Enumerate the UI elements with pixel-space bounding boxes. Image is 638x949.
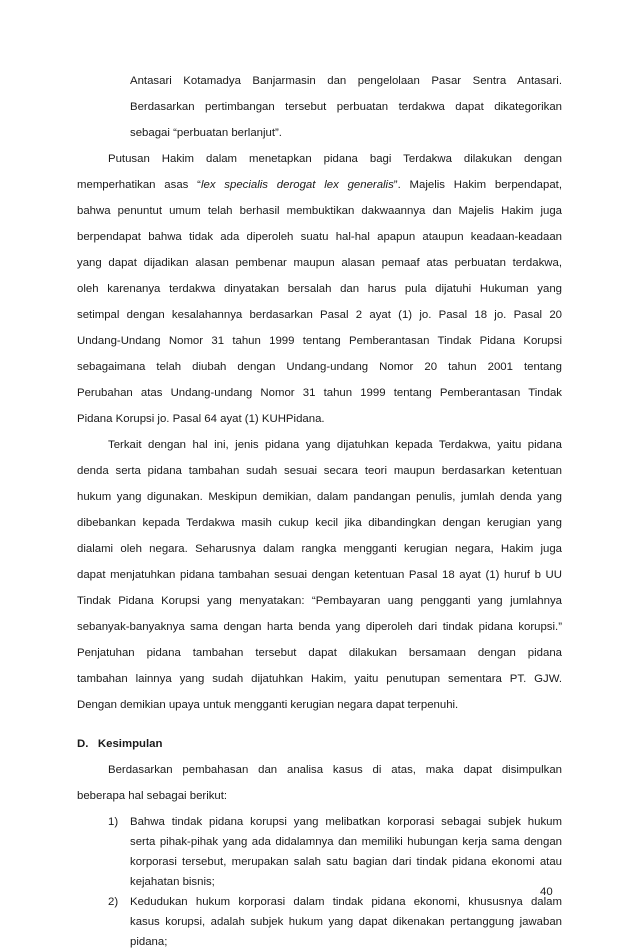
para2-line-7: Tindak Pidana Korupsi yang menyatakan: “Pembayaran uang pengganti yang jumlahnya [77, 595, 562, 607]
para2-line-8: sebanyak-banyaknya sama dengan harta benda yang diperoleh dari tindak pidana korupsi.” [77, 621, 562, 633]
legal-maxim: lex specialis derogat lex generalis [200, 179, 394, 191]
page-number: 40 [540, 886, 553, 898]
list-item-1-line-1: Bahwa tindak pidana korupsi yang melibatkan korporasi sebagai subjek hukum [130, 816, 562, 828]
para1-line-10: Perubahan atas Undang-undang Nomor 31 tahun 1999 tentang Pemberantasan Tindak [77, 387, 562, 399]
continuation-line-2: Berdasarkan pertimbangan tersebut perbuatan terdakwa dapat dikategorikan [130, 101, 562, 113]
para2-line-5: dialami oleh negara. Seharusnya dalam rangka mengganti kerugian negara, Hakim juga [77, 543, 562, 555]
list-item-2-number: 2) [108, 896, 119, 908]
para1-line-8: Undang-Undang Nomor 31 tahun 1999 tentang Pemberantasan Tindak Pidana Korupsi [77, 335, 562, 347]
para1-line-1: Putusan Hakim dalam menetapkan pidana bagi Terdakwa dilakukan dengan [108, 153, 562, 165]
para1-line-4: berpendapat bahwa tidak ada diperoleh suatu hal-hal apapun ataupun keadaan-keadaan [77, 231, 562, 243]
para3-line-2: beberapa hal sebagai berikut: [77, 790, 228, 802]
list-item-1-number: 1) [108, 816, 119, 828]
continuation-line-3: sebagai “perbuatan berlanjut”. [130, 127, 282, 139]
para2-line-1: Terkait dengan hal ini, jenis pidana yang dijatuhkan kepada Terdakwa, yaitu pidana [108, 439, 562, 451]
list-item-1-line-4: kejahatan bisnis; [130, 876, 215, 888]
list-item-2-line-1: Kedudukan hukum korporasi dalam tindak pidana ekonomi, khususnya dalam [130, 896, 562, 908]
para2-line-2: denda serta pidana tambahan sudah sesuai secara teori maupun berdasarkan ketentuan [77, 465, 562, 477]
para2-line-9: Penjatuhan pidana tambahan tersebut dapat dilakukan bersamaan dengan pidana [77, 647, 562, 659]
para2-line-10: tambahan lainnya yang sudah dijatuhkan Hakim, yaitu penutupan sementara PT. GJW. [77, 673, 562, 685]
list-item-2-line-2: kasus korupsi, adalah subjek hukum yang dapat dikenakan pertanggung jawaban [130, 916, 562, 928]
para1-line-2-pre: memperhatikan asas “ [77, 179, 201, 191]
para1-line-2 [77, 178, 562, 192]
para1-line-9: sebagaimana telah diubah dengan Undang-undang Nomor 20 tahun 2001 tentang [77, 361, 562, 373]
para1-line-6: oleh karenanya terdakwa dinyatakan bersalah dan harus pula dijatuhi Hukuman yang [77, 283, 562, 295]
para1-line-2-post: ”. Majelis Hakim berpendapat, [393, 179, 562, 191]
para1-line-7: setimpal dengan kesalahannya berdasarkan Pasal 2 ayat (1) jo. Pasal 18 jo. Pasal 20 [77, 309, 562, 321]
list-item-1-line-2: serta pihak-pihak yang ada didalamnya dan memiliki hubungan kerja sama dengan [130, 836, 562, 848]
para2-line-11: Dengan demikian upaya untuk mengganti kerugian negara dapat terpenuhi. [77, 699, 459, 711]
para2-line-4: dibebankan kepada Terdakwa masih cukup kecil jika dibandingkan dengan kerugian yang [77, 517, 562, 529]
list-item-1-line-3: korporasi tersebut, merupakan salah satu bagian dari tindak pidana ekonomi atau [130, 856, 562, 868]
para3-line-1: Berdasarkan pembahasan dan analisa kasus di atas, maka dapat disimpulkan [108, 764, 562, 776]
para2-line-6: dapat menjatuhkan pidana tambahan sesuai dengan ketentuan Pasal 18 ayat (1) huruf b UU [77, 569, 562, 581]
para2-line-3: hukum yang digunakan. Meskipun demikian, dalam pandangan penulis, jumlah denda yang [77, 491, 562, 503]
list-item-2-line-3: pidana; [130, 936, 168, 948]
section-heading: D. Kesimpulan [77, 738, 163, 750]
para1-line-3: bahwa penuntut umum telah berhasil membuktikan dakwaannya dan Majelis Hakim juga [77, 205, 562, 217]
para1-line-11: Pidana Korupsi jo. Pasal 64 ayat (1) KUHPidana. [77, 413, 325, 425]
para1-line-5: yang dapat dijadikan alasan pembenar maupun alasan pemaaf atas perbuatan terdakwa, [77, 257, 562, 269]
continuation-line-1: Antasari Kotamadya Banjarmasin dan pengelolaan Pasar Sentra Antasari. [130, 75, 562, 87]
